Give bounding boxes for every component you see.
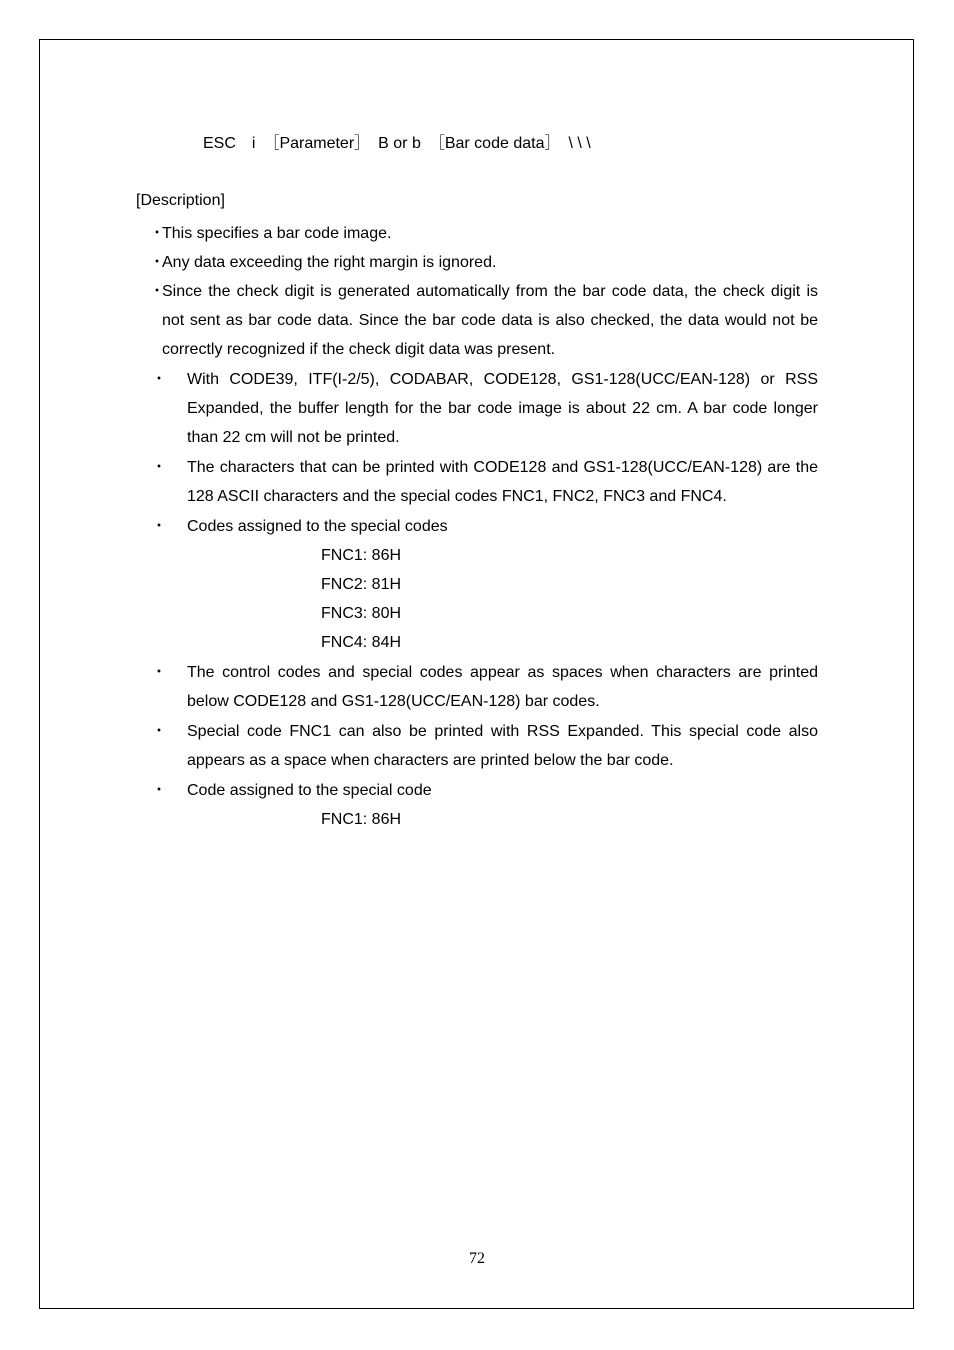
special-code: FNC1: 86H — [321, 547, 402, 564]
rss-special-code-list — [147, 805, 818, 834]
list-item-text: This specifies a bar code image. — [162, 225, 392, 242]
description-heading: [Description] — [136, 192, 225, 209]
list-item-text: Any data exceeding the right margin is ignored. — [162, 254, 497, 271]
list-item — [147, 453, 818, 511]
bullet-icon: ・ — [149, 225, 166, 242]
list-item — [147, 512, 818, 541]
list-item-text: Special code FNC1 can also be printed with RSS Expanded. This special code also appears as a space when characters are printed below the bar code. — [187, 723, 818, 769]
special-code: FNC3: 80H — [321, 605, 402, 622]
list-item — [147, 776, 818, 805]
list-item-text: Codes assigned to the special codes — [187, 518, 448, 535]
list-item-text: Code assigned to the special code — [187, 782, 432, 799]
bullet-icon: ・ — [151, 782, 168, 799]
description-body — [147, 219, 818, 834]
list-item — [147, 219, 818, 248]
list-item — [147, 365, 818, 452]
special-code: FNC4: 84H — [321, 634, 402, 651]
list-item-text: The control codes and special codes appear as spaces when characters are printed below CODE128 and GS1-128(UCC/EAN-128) bar codes. — [187, 664, 818, 710]
bullet-icon: ・ — [151, 371, 168, 388]
list-item — [147, 248, 818, 277]
list-item-text: With CODE39, ITF(I-2/5), CODABAR, CODE128, GS1-128(UCC/EAN-128) or RSS Expanded, the buffer length for the bar code image is about 22 cm. A bar code longer than 22 cm will not be printed. — [187, 371, 818, 446]
bullet-icon: ・ — [151, 664, 168, 681]
special-code: FNC1: 86H — [321, 811, 402, 828]
list-item-text: The characters that can be printed with CODE128 and GS1-128(UCC/EAN-128) are the 128 ASCII characters and the special codes FNC1, FNC2, FNC3 and FNC4. — [187, 459, 818, 505]
list-item — [147, 658, 818, 716]
special-code: FNC2: 81H — [321, 576, 402, 593]
command-syntax: ESC i ［Parameter］ B or b ［Bar code data］ \ \ \ — [203, 135, 591, 152]
list-item — [147, 277, 818, 364]
bullet-icon: ・ — [149, 283, 166, 300]
bullet-icon: ・ — [151, 459, 168, 476]
page-number: 72 — [469, 1250, 485, 1267]
bullet-icon: ・ — [151, 723, 168, 740]
list-item — [147, 717, 818, 775]
bullet-icon: ・ — [151, 518, 168, 535]
special-codes-list — [147, 541, 818, 657]
bullet-icon: ・ — [149, 254, 166, 271]
list-item-text: Since the check digit is generated automatically from the bar code data, the check digit is not sent as bar code data. Since the bar code data is also checked, the data would not be correctly recognized if the check digit data was present. — [162, 283, 818, 358]
